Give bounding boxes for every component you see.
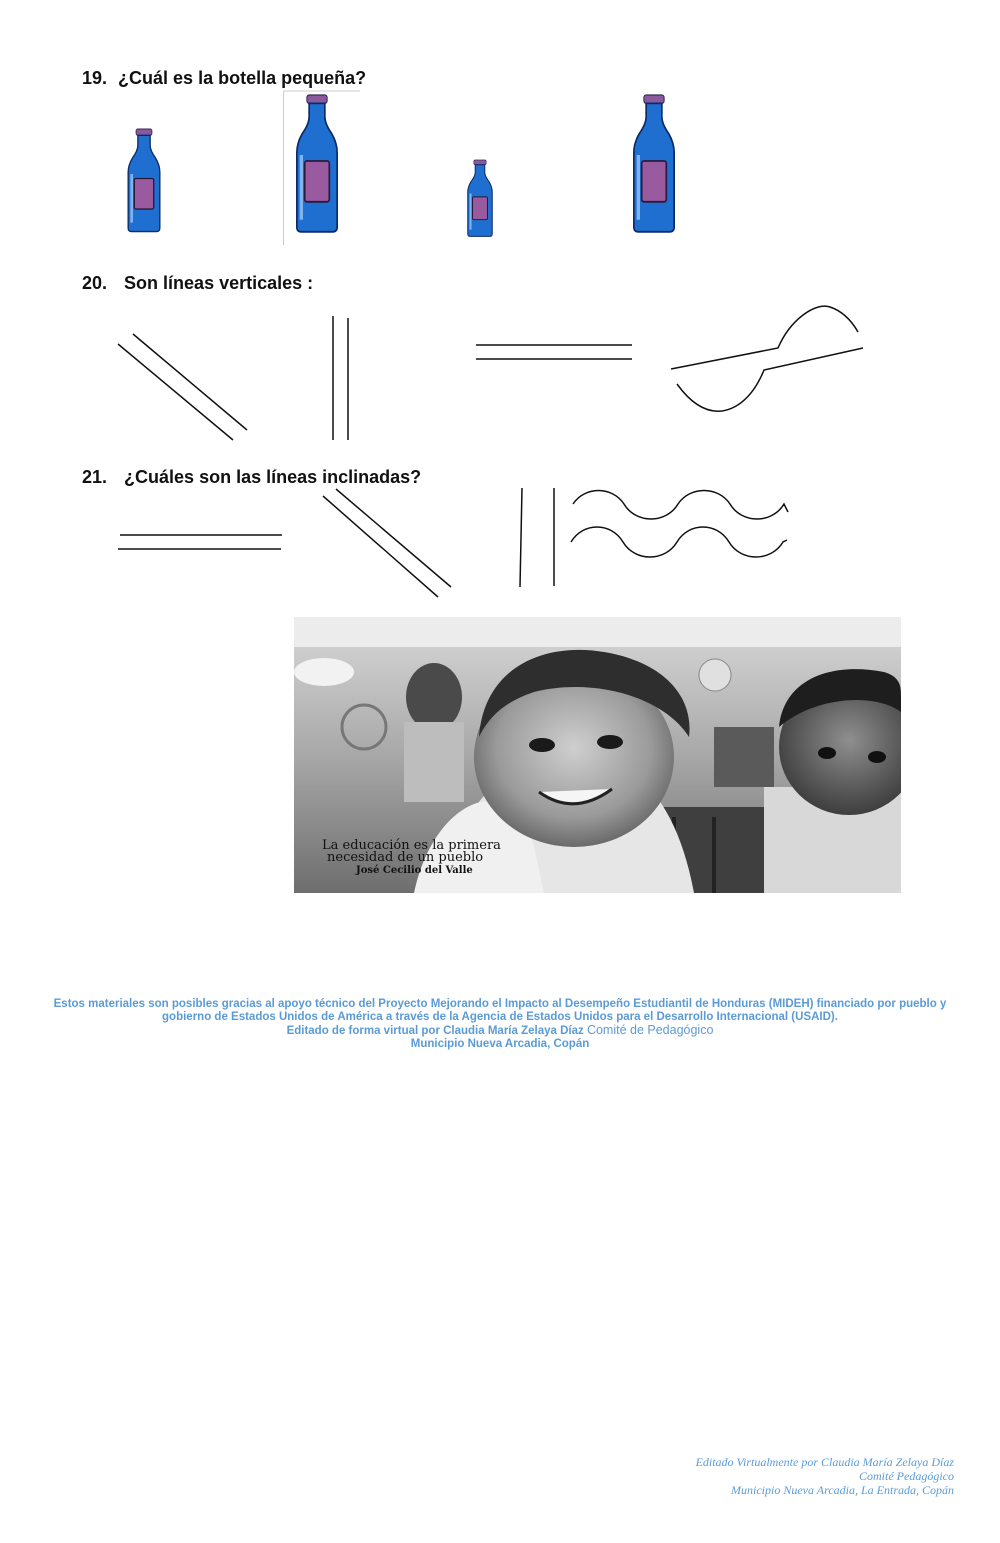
signature-line-1: Editado Virtualmente por Claudia María Zelaya Díaz bbox=[695, 1455, 954, 1469]
footer-committee: Comité de Pedagógico bbox=[586, 1023, 714, 1037]
signature-line-2: Comité Pedagógico bbox=[859, 1469, 954, 1483]
footer-line-1: Estos materiales son posibles gracias al apoyo técnico del Proyecto Mejorando el Impacto al Desempeño Estudiantil de Honduras (MIDEH) financiado por pueblo y bbox=[53, 998, 947, 1010]
question-number: 19. bbox=[82, 68, 108, 88]
lines-figure-21 bbox=[0, 480, 900, 605]
vertical-lines-option[interactable] bbox=[333, 316, 348, 440]
photo-caption-line2: necesidad de un pueblo bbox=[327, 850, 484, 865]
horizontal-lines-option[interactable] bbox=[476, 345, 632, 359]
students-photo bbox=[294, 617, 901, 893]
question-20 bbox=[82, 273, 313, 294]
bottle-small[interactable] bbox=[468, 160, 492, 236]
footer-line-4: Municipio Nueva Arcadia, Copán bbox=[410, 1038, 590, 1050]
photo-caption-line1: La educación es la primera bbox=[322, 838, 501, 853]
question-text: ¿Cuáles son las líneas inclinadas? bbox=[124, 467, 422, 487]
wavy-lines-option[interactable] bbox=[571, 491, 788, 558]
question-text: Son líneas verticales : bbox=[124, 273, 314, 293]
footer-line-3 bbox=[40, 1024, 960, 1037]
question-number: 20. bbox=[82, 273, 108, 293]
diagonal-lines-option[interactable] bbox=[118, 334, 247, 440]
lines-figure-20 bbox=[0, 300, 900, 450]
footer-line-2: gobierno de Estados Unidos de América a través de la Agencia de Estados Unidos para el Desarrollo Internacional (USAID). bbox=[162, 1011, 838, 1023]
bottle-medium-1[interactable] bbox=[128, 129, 160, 232]
bottle-large-2[interactable] bbox=[634, 95, 674, 232]
vertical-lines-option[interactable] bbox=[520, 488, 554, 587]
diagonal-lines-option[interactable] bbox=[323, 489, 451, 597]
signature-line-3: Municipio Nueva Arcadia, La Entrada, Copán bbox=[731, 1483, 954, 1497]
curved-lines-option[interactable] bbox=[671, 306, 863, 411]
bottle-large-1[interactable] bbox=[297, 95, 337, 232]
horizontal-lines-option[interactable] bbox=[118, 535, 282, 549]
question-text: ¿Cuál es la botella pequeña? bbox=[118, 68, 367, 88]
footer-editor: Editado de forma virtual por Claudia María Zelaya Díaz bbox=[286, 1025, 584, 1037]
photo-caption-author: José Cecilio del Valle bbox=[356, 865, 473, 876]
bottles-figure bbox=[0, 85, 720, 250]
question-number: 21. bbox=[82, 467, 108, 487]
